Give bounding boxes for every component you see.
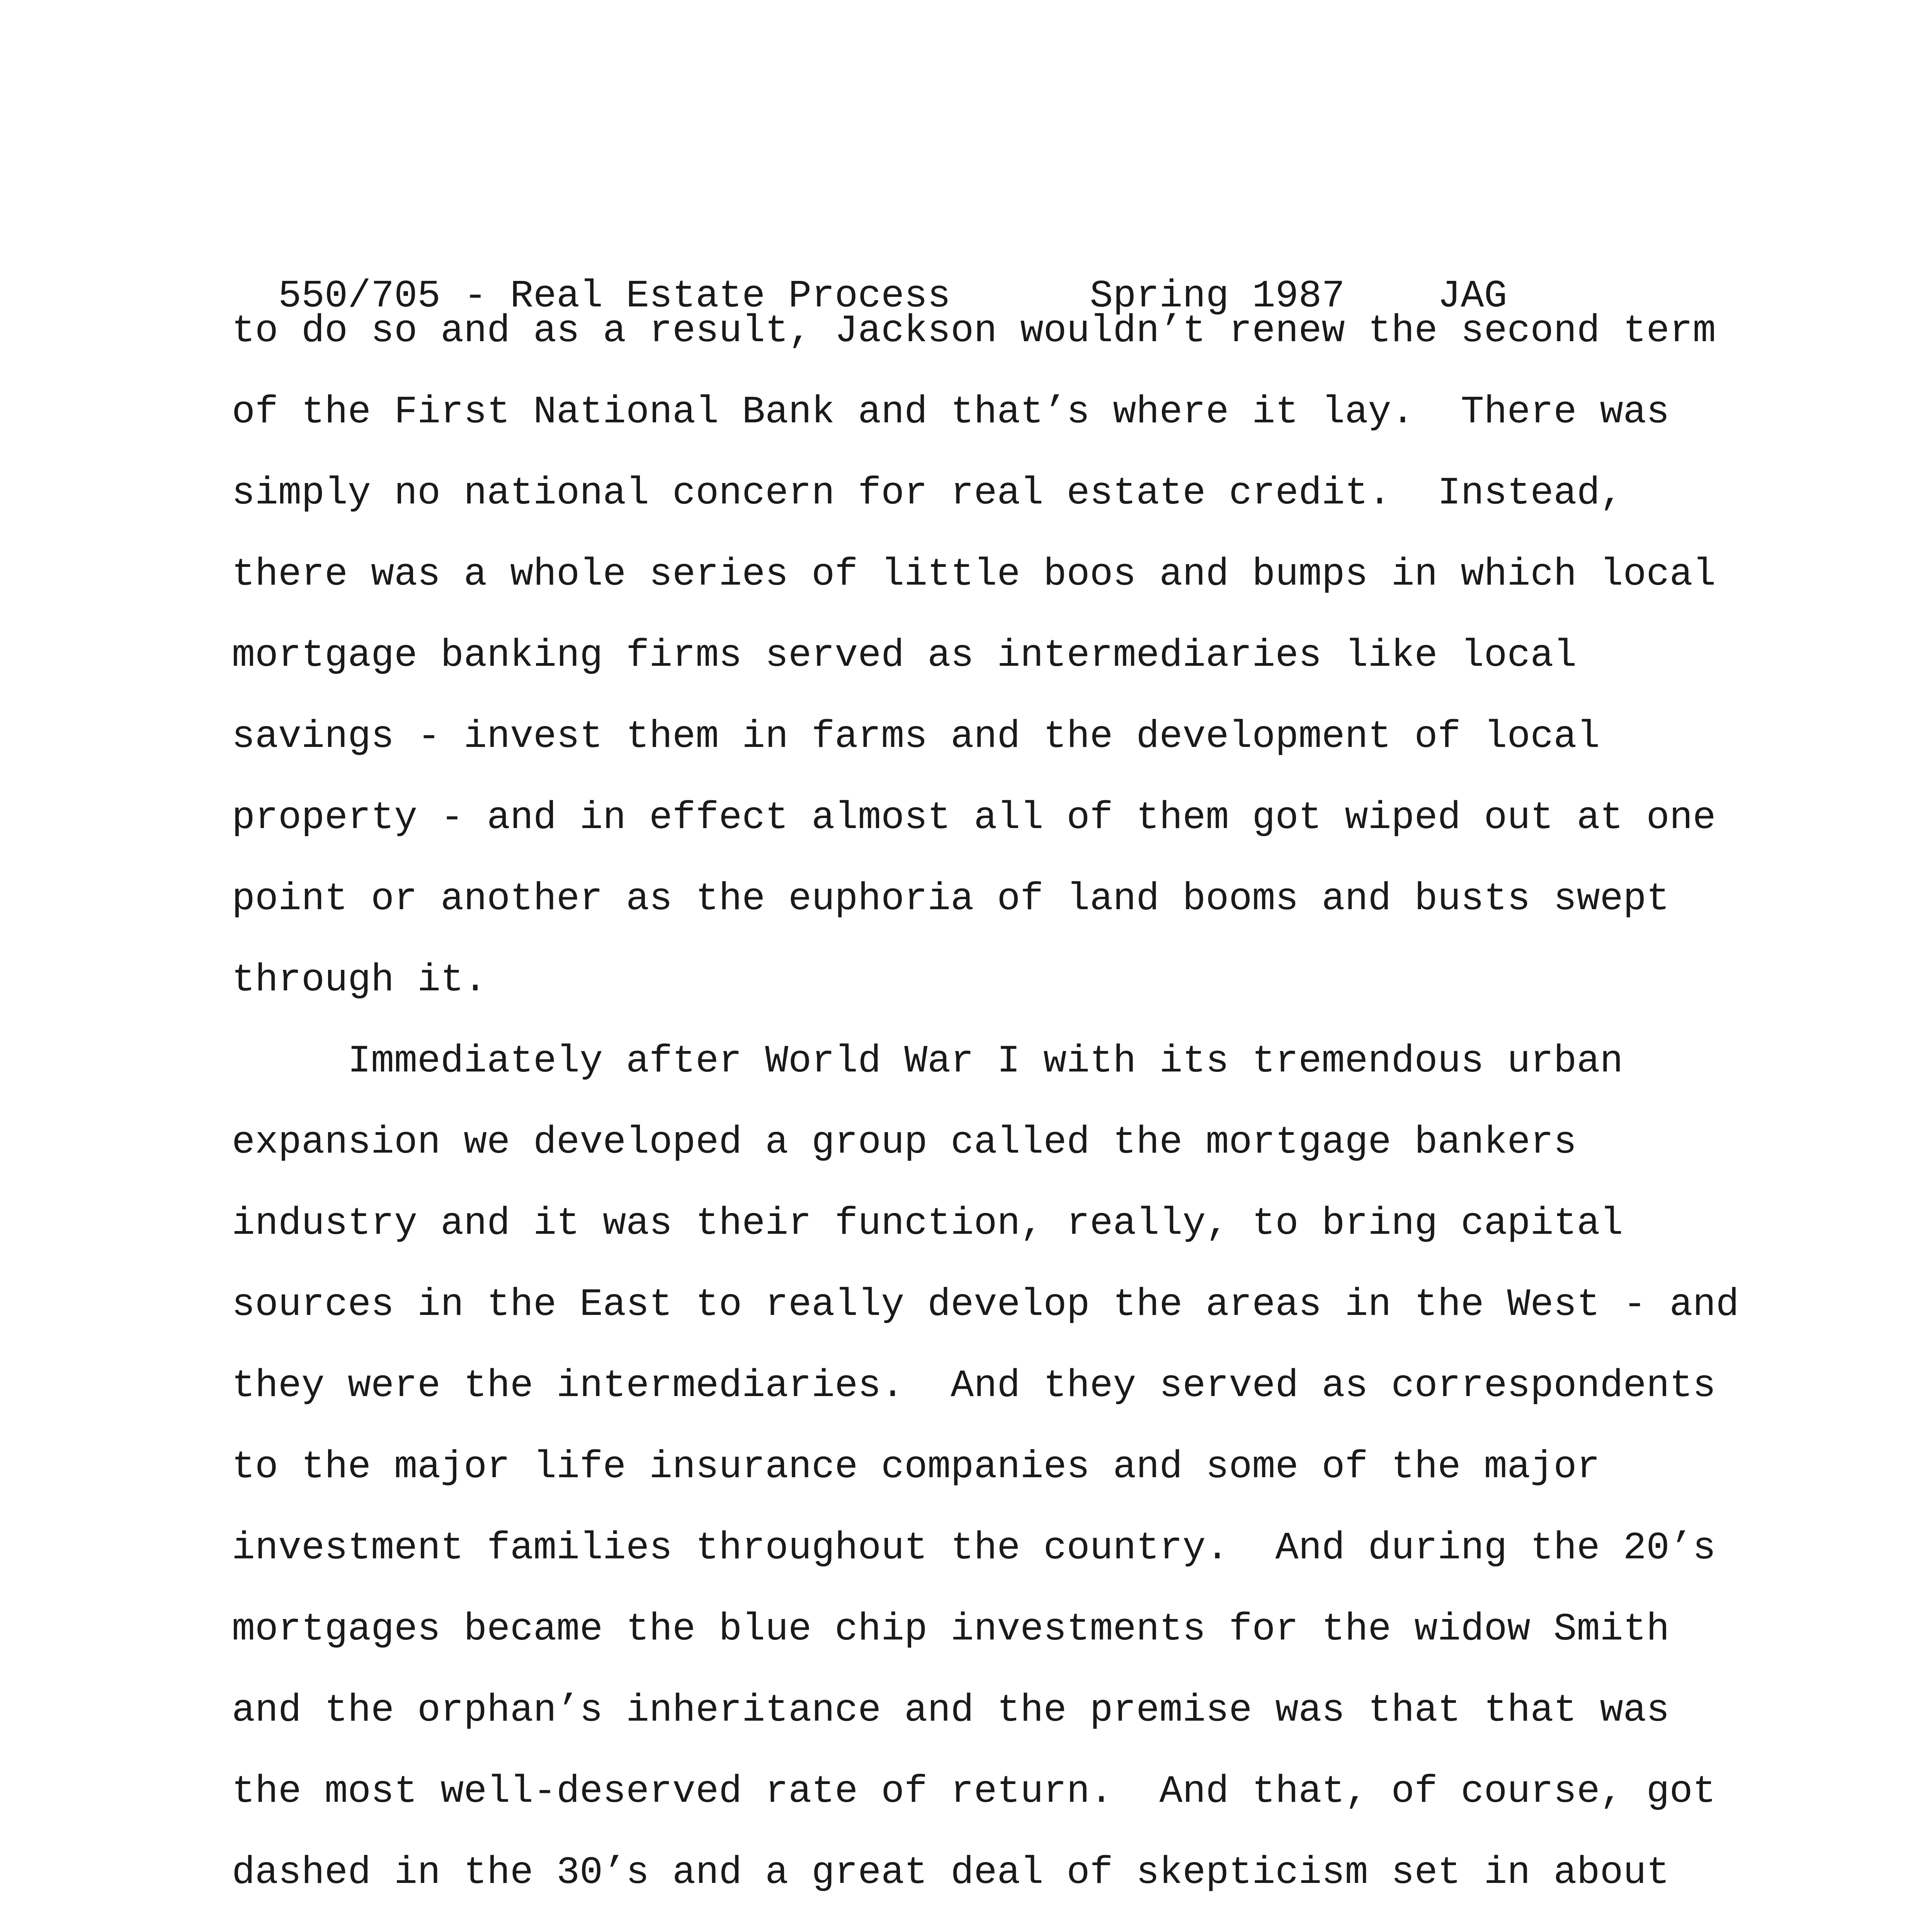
text-line: mortgages became the blue chip investments for the widow Smith: [232, 1608, 1670, 1651]
text-line: expansion we developed a group called the mortgage bankers: [232, 1121, 1577, 1165]
text-line: there was a whole series of little boos and bumps in which local: [232, 553, 1716, 597]
text-line: property - and in effect almost all of them got wiped out at one: [232, 796, 1716, 840]
page-header: [232, 227, 1507, 320]
text-line: savings - invest them in farms and the development of local: [232, 715, 1600, 759]
text-line: to do so and as a result, Jackson wouldn’t renew the second term: [232, 310, 1716, 353]
term: Spring 1987: [1090, 275, 1345, 318]
text-line: the most well-deserved rate of return. And that, of course, got: [232, 1770, 1716, 1814]
text-line: dashed in the 30’s and a great deal of skepticism set in about: [232, 1851, 1670, 1895]
text-line: Immediately after World War I with its tremendous urban: [348, 1040, 1623, 1083]
text-line: they were the intermediaries. And they served as correspondents: [232, 1364, 1716, 1408]
text-line: sources in the East to really develop the areas in the West - and: [232, 1283, 1739, 1327]
text-line: to the major life insurance companies and some of the major: [232, 1446, 1600, 1489]
text-line: industry and it was their function, really, to bring capital: [232, 1202, 1623, 1246]
text-line: simply no national concern for real estate credit. Instead,: [232, 472, 1623, 515]
text-line: through it.: [232, 959, 487, 1002]
text-line: and the orphan’s inheritance and the premise was that that was: [232, 1689, 1670, 1733]
text-line: investment families throughout the country. And during the 20’s: [232, 1527, 1716, 1570]
initials: JAG: [1437, 275, 1507, 318]
text-line: point or another as the euphoria of land booms and busts swept: [232, 878, 1670, 921]
text-line: of the First National Bank and that’s where it lay. There was: [232, 391, 1670, 434]
text-line: mortgage banking firms served as intermediaries like local: [232, 634, 1577, 678]
course-title: 550/705 - Real Estate Process: [278, 275, 951, 318]
